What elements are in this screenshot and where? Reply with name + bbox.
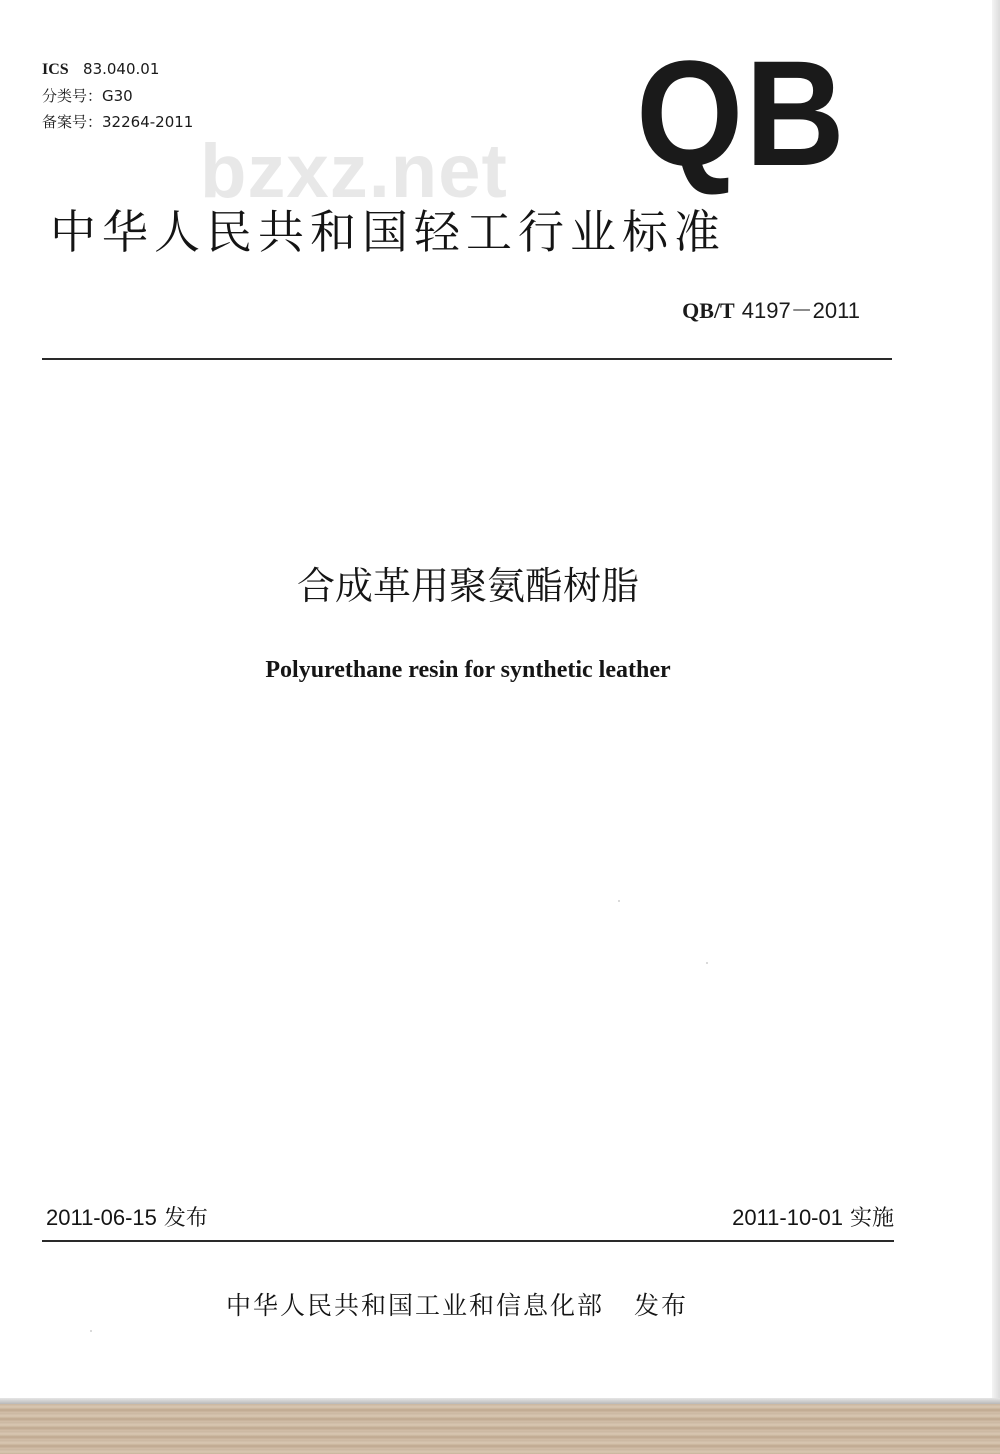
standard-prefix: QB/T — [682, 298, 735, 323]
scan-speck — [706, 962, 708, 964]
record-value: 32264-2011 — [102, 113, 194, 131]
implementation-date: 2011-10-01 — [732, 1205, 843, 1230]
scan-speck — [90, 1330, 92, 1332]
wood-surface-strip — [0, 1404, 1000, 1454]
standard-number — [682, 296, 860, 327]
publish-label: 发布 — [634, 1291, 689, 1320]
issue-label: 发布 — [163, 1206, 208, 1231]
implementation-date-line — [732, 1202, 894, 1235]
category-label: 分类号： — [42, 87, 103, 105]
publisher-name: 中华人民共和国工业和信息化部 — [226, 1291, 605, 1320]
category-value: G30 — [102, 87, 133, 105]
record-label: 备案号： — [42, 113, 103, 131]
industry-standard-title: 中华人民共和国轻工行业标准 — [50, 205, 726, 259]
header-divider — [42, 358, 892, 360]
category-line — [42, 83, 193, 109]
document-title-english: Polyurethane resin for synthetic leather — [265, 657, 671, 683]
record-line — [42, 109, 193, 135]
footer-divider — [42, 1240, 894, 1242]
issue-date-line — [46, 1202, 208, 1235]
classification-block — [42, 56, 193, 135]
standard-code: 4197－2011 — [741, 298, 860, 323]
document-title-chinese: 合成革用聚氨酯树脂 — [296, 564, 639, 608]
ics-line — [42, 56, 193, 83]
ics-value: 83.040.01 — [83, 60, 160, 78]
qb-logo: QB — [636, 29, 847, 197]
watermark: bzxz.net — [200, 129, 508, 214]
ics-label: ICS — [42, 61, 69, 78]
implementation-label: 实施 — [849, 1206, 894, 1231]
scan-speck — [618, 900, 620, 902]
page-edge — [992, 0, 1000, 1410]
publisher-line — [226, 1288, 688, 1324]
issue-date: 2011-06-15 — [46, 1205, 157, 1230]
